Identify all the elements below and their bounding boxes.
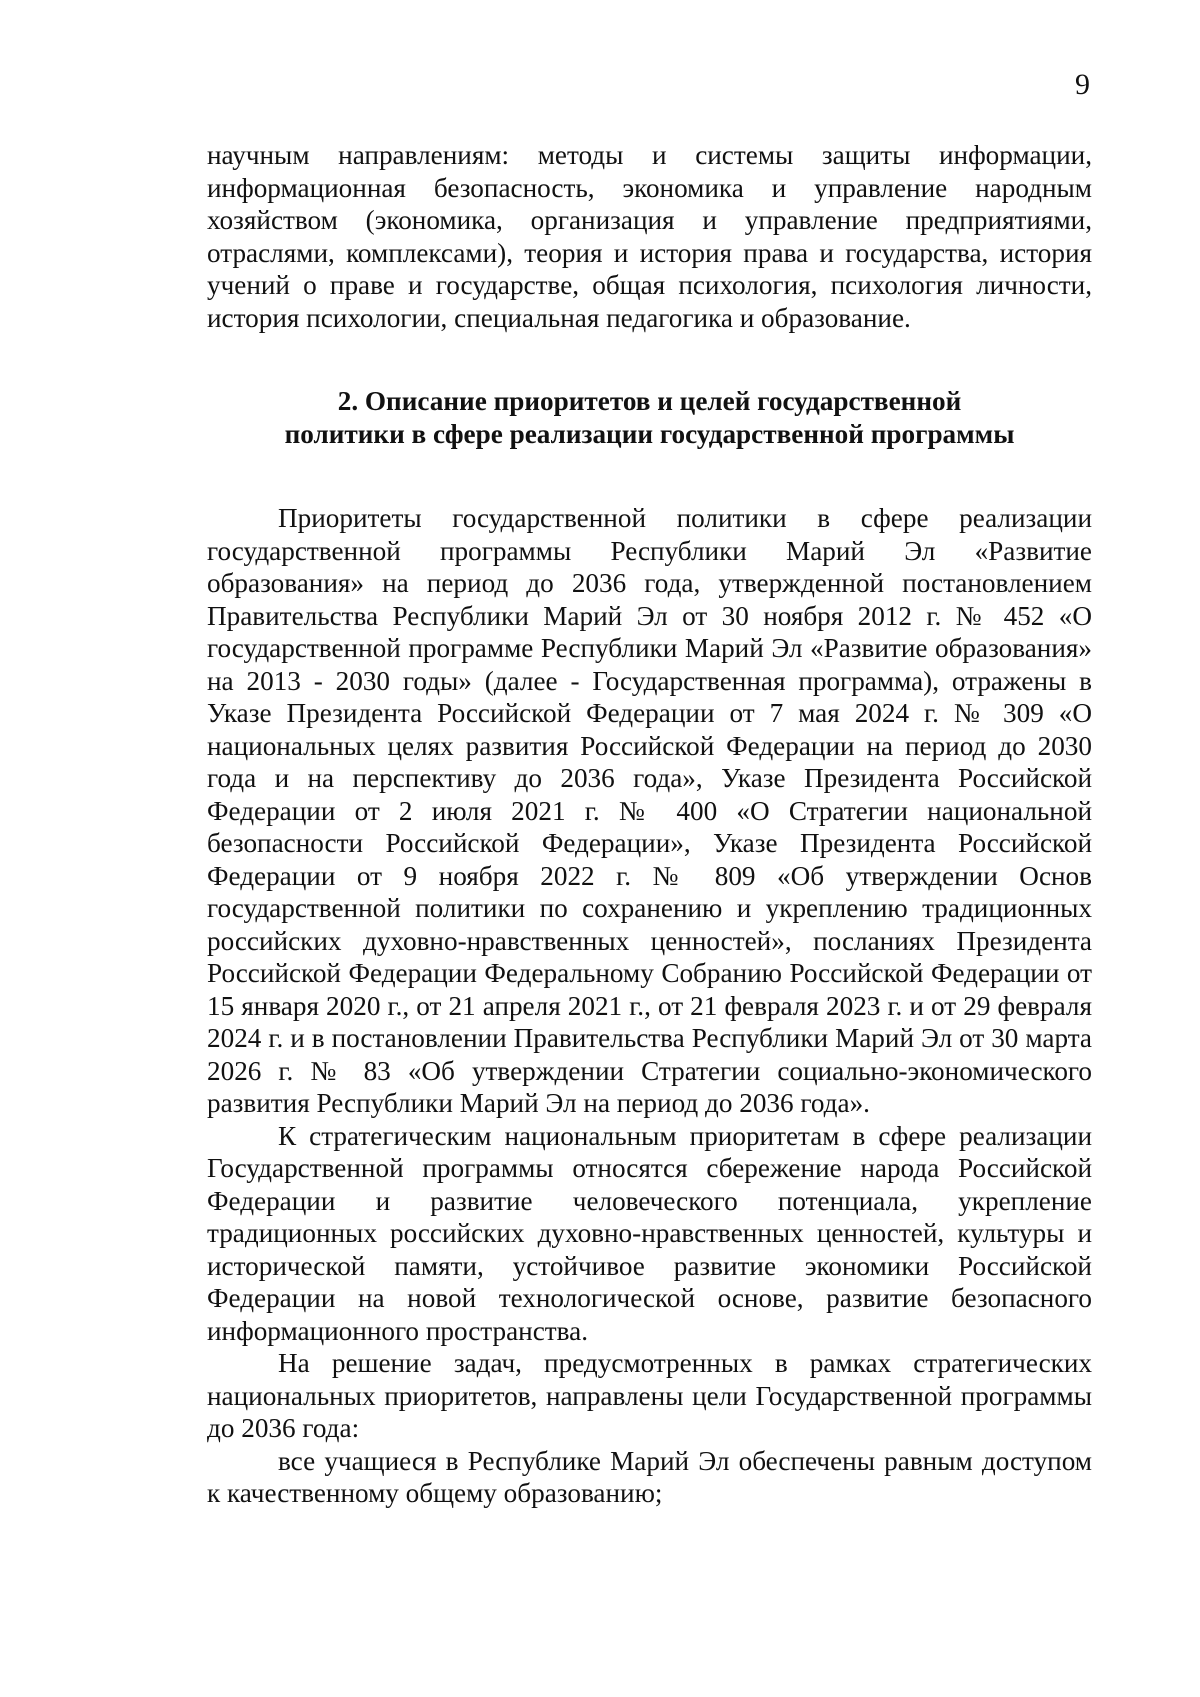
section-heading-line-1: 2. Описание приоритетов и целей государственной bbox=[337, 386, 962, 416]
paragraph-goal-equal-access: все учащиеся в Республике Марий Эл обеспечены равным доступом к качественному общему образованию; bbox=[207, 1445, 1092, 1508]
section-heading-line-2: политики в сфере реализации государственной программы bbox=[284, 419, 1015, 449]
paragraph-strategic-priorities: К стратегическим национальным приоритетам в сфере реализации Государственной программы относятся сбережение народа Российской Федерации и развитие человеческого потенциала, укрепление традиционных российских духовно-нравственных ценностей, культуры и исторической памяти, устойчивое развитие экономики Российской Федерации на новой технологической основе, развитие безопасного информационного пространства. bbox=[207, 1120, 1092, 1346]
paragraph-program-goals: На решение задач, предусмотренных в рамках стратегических национальных приоритетов, направлены цели Государственной программы до 2036 года: bbox=[207, 1348, 1092, 1443]
document-body bbox=[207, 139, 1092, 1510]
section-heading bbox=[207, 385, 1092, 451]
opening-paragraph: научным направлениям: методы и системы защиты информации, информационная безопасность, экономика и управление народным хозяйством (экономика, организация и управление предприятиями, отраслями, комплексами), теория и история права и государства, история учений о праве и государстве, общая психология, психология личности, история психологии, специальная педагогика и образование. bbox=[207, 140, 1092, 333]
page-number: 9 bbox=[1075, 68, 1090, 101]
paragraph-priorities: Приоритеты государственной политики в сфере реализации государственной программы Республики Марий Эл «Развитие образования» на период до 2036 года, утвержденной постановлением Правительства Республики Марий Эл от 30 ноября 2012 г. № 452 «О государственной программе Республики Марий Эл «Развитие образования» на 2013 - 2030 годы» (далее - Государственная программа), отражены в Указе Президента Российской Федерации от 7 мая 2024 г. № 309 «О национальных целях развития Российской Федерации на период до 2030 года и на перспективу до 2036 года», Указе Президента Российской Федерации от 2 июля 2021 г. № 400 «О Стратегии национальной безопасности Российской Федерации», Указе Президента Российской Федерации от 9 ноября 2022 г. № 809 «Об утверждении Основ государственной политики по сохранению и укреплению традиционных российских духовно-нравственных ценностей», посланиях Президента Российской Федерации Федеральному Собранию Российской Федерации от 15 января 2020 г., от 21 апреля 2021 г., от 21 февраля 2023 г. и от 29 февраля 2024 г. и в постановлении Правительства Республики Марий Эл от 30 марта 2026 г. № 83 «Об утверждении Стратегии социально-экономического развития Республики Марий Эл на период до 2036 года». bbox=[207, 503, 1092, 1118]
